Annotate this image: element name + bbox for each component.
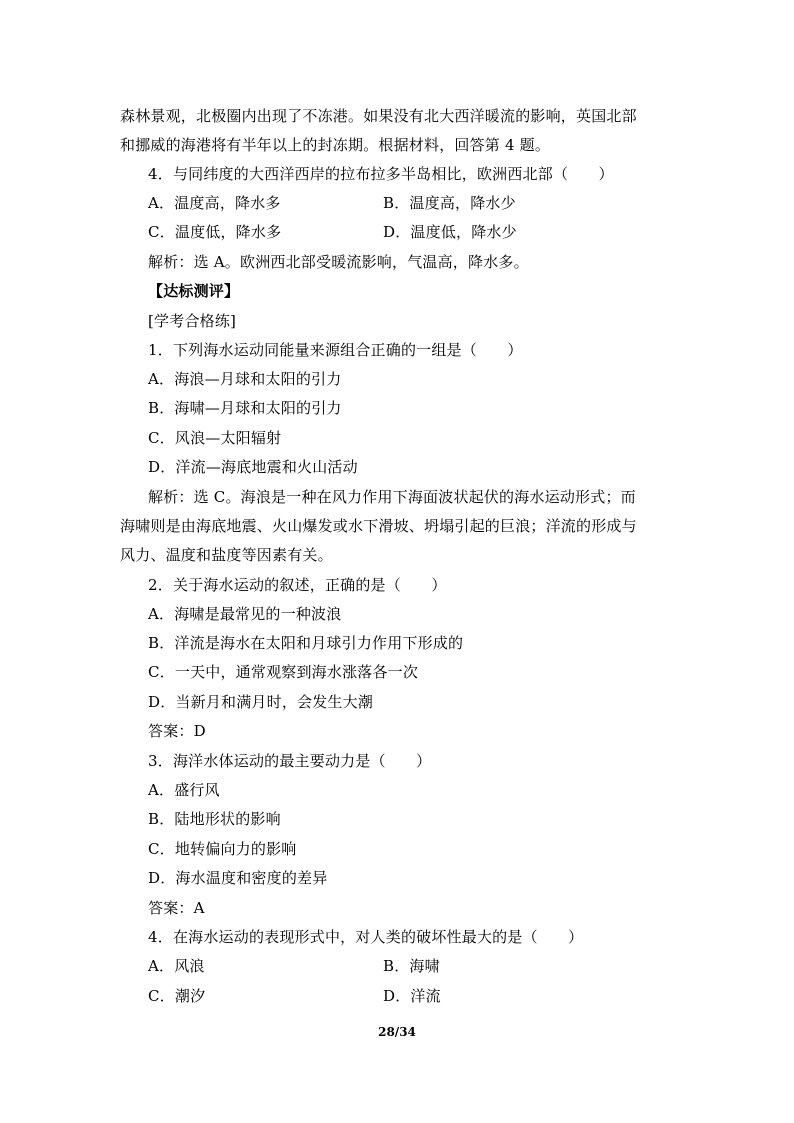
q3-option-c: C．地转偏向力的影响: [148, 840, 297, 858]
q2-option-a: A．海啸是最常见的一种波浪: [148, 605, 342, 623]
q2-option-c: C．一天中，通常观察到海水涨落各一次: [148, 663, 419, 681]
passage-line-2: 和挪威的海港将有半年以上的封冻期。根据材料，回答第 4 题。: [120, 136, 551, 154]
q2-stem: 2．关于海水运动的叙述，正确的是（ ）: [148, 576, 447, 594]
q1-option-a: A．海浪—月球和太阳的引力: [148, 370, 342, 388]
passage-line-1: 森林景观，北极圈内出现了不冻港。如果没有北大西洋暖流的影响，英国北部: [120, 107, 637, 125]
q4-stem: 4．在海水运动的表现形式中，对人类的破坏性最大的是（ ）: [148, 928, 584, 946]
q4-option-b: B．海啸: [383, 957, 440, 975]
q2-option-b: B．洋流是海水在太阳和月球引力作用下形成的: [148, 634, 464, 652]
q1-option-d: D．洋流—海底地震和火山活动: [148, 458, 358, 476]
q1-analysis-line-1: 解析：选 C。海浪是一种在风力作用下海面波状起伏的海水运动形式；而: [148, 488, 636, 506]
q2-answer: 答案：D: [148, 722, 206, 740]
pre-question-option-b: B．温度高，降水少: [383, 194, 516, 212]
pre-question-option-d: D．温度低，降水少: [383, 223, 517, 241]
q3-option-d: D．海水温度和密度的差异: [148, 869, 328, 887]
subsection-title: [学考合格练]: [148, 312, 237, 330]
q1-option-b: B．海啸—月球和太阳的引力: [148, 399, 342, 417]
q1-analysis-line-2: 海啸则是由海底地震、火山爆发或水下滑坡、坍塌引起的巨浪；洋流的形成与: [120, 517, 637, 535]
q4-option-a: A．风浪: [148, 957, 205, 975]
q2-option-d: D．当新月和满月时，会发生大潮: [148, 693, 374, 711]
q1-stem: 1．下列海水运动同能量来源组合正确的一组是（ ）: [148, 341, 523, 359]
pre-question-option-c: C．温度低，降水多: [148, 223, 282, 241]
q1-option-c: C．风浪—太阳辐射: [148, 429, 282, 447]
q3-option-b: B．陆地形状的影响: [148, 810, 281, 828]
page-number: 28/34: [378, 1025, 416, 1039]
pre-question-option-a: A．温度高，降水多: [148, 194, 281, 212]
q4-option-d: D．洋流: [383, 987, 441, 1005]
pre-question-stem: 4．与同纬度的大西洋西岸的拉布拉多半岛相比，欧洲西北部（ ）: [148, 165, 614, 183]
q4-option-c: C．潮汐: [148, 987, 206, 1005]
q3-option-a: A．盛行风: [148, 781, 220, 799]
section-title: 【达标测评】: [148, 282, 240, 300]
pre-question-analysis: 解析：选 A。欧洲西北部受暖流影响，气温高，降水多。: [148, 253, 529, 271]
q3-answer: 答案：A: [148, 899, 205, 917]
q1-analysis-line-3: 风力、温度和盐度等因素有关。: [120, 546, 333, 564]
q3-stem: 3．海洋水体运动的最主要动力是（ ）: [148, 752, 432, 770]
